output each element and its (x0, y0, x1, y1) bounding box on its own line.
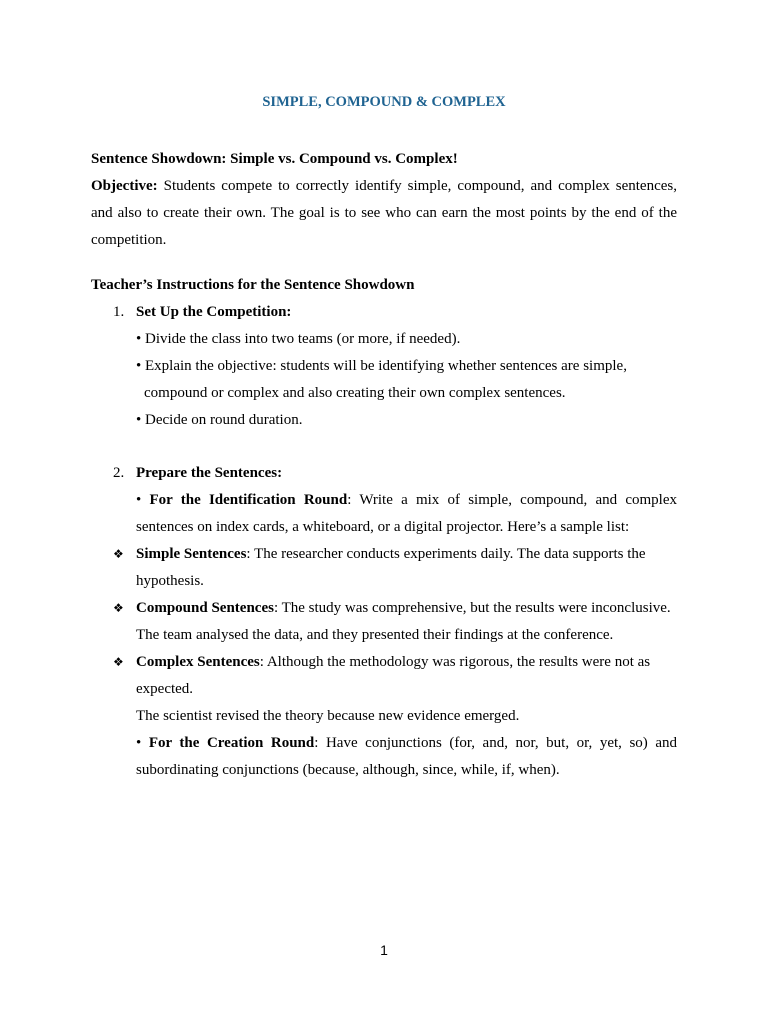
creation-round-label: For the Creation Round (148, 735, 315, 751)
creation-round (91, 730, 677, 784)
simple-sentences-label: Simple Sentences (136, 546, 247, 562)
step-2-number: 2. (113, 465, 125, 481)
section-heading: Sentence Showdown: Simple vs. Compound vs. Complex! (91, 151, 458, 167)
compound-sentences-label: Compound Sentences (136, 600, 274, 616)
page-number: 1 (380, 942, 388, 958)
compound-sentences-item (91, 595, 677, 649)
creation-round-text: : Have conjunctions (for, and, nor, but, or, yet, so) and subordinating conjunctions (because, although, since, while, if, when). (136, 735, 677, 778)
simple-sentences-item (91, 541, 677, 595)
diamond-bullet-icon: ❖ (113, 601, 124, 615)
document-body (91, 146, 677, 784)
complex-sentences-item (91, 649, 677, 703)
step-1-bullet-2-continued: compound or complex and also creating their own complex sentences. (144, 385, 566, 401)
step-1-label: Set Up the Competition: (136, 304, 292, 320)
diamond-bullet-icon: ❖ (113, 655, 124, 669)
bullet: • (136, 492, 150, 508)
step-1-title (91, 299, 677, 326)
step-1-bullet-3: • Decide on round duration. (136, 412, 303, 428)
identification-round-text: : Write a mix of simple, compound, and complex sentences on index cards, a whiteboard, or a digital projector. Here’s a sample list: (136, 492, 677, 535)
document-title: SIMPLE, COMPOUND & COMPLEX (262, 94, 506, 110)
diamond-bullet-icon: ❖ (113, 547, 124, 561)
objective-text: Students compete to correctly identify simple, compound, and complex sentences, and also to create their own. The goal is to see who can earn the most points by the end of the competition. (91, 178, 677, 248)
bullet: • (136, 735, 149, 751)
objective-label: Objective: (91, 178, 158, 194)
step-2-label: Prepare the Sentences: (136, 465, 283, 481)
objective-paragraph (91, 173, 677, 254)
complex-sentences-example-2: The scientist revised the theory because new evidence emerged. (136, 708, 520, 724)
compound-sentences-text: : The study was comprehensive, but the results were inconclusive. The team analysed the data, and they presented their findings at the conference. (136, 600, 671, 643)
step-1-bullet-1: • Divide the class into two teams (or more, if needed). (136, 331, 461, 347)
identification-round (91, 487, 677, 541)
step-1-bullet-2: • Explain the objective: students will be identifying whether sentences are simple, (136, 358, 627, 374)
step-2-title (91, 460, 677, 487)
complex-sentences-text: : Although the methodology was rigorous, the results were not as expected. (136, 654, 651, 697)
instructions-heading: Teacher’s Instructions for the Sentence Showdown (91, 277, 415, 293)
step-1-number: 1. (113, 304, 125, 320)
complex-sentences-label: Complex Sentences (136, 654, 260, 670)
identification-round-label: For the Identification Round (149, 492, 348, 508)
simple-sentences-text: : The researcher conducts experiments daily. The data supports the hypothesis. (136, 546, 646, 589)
